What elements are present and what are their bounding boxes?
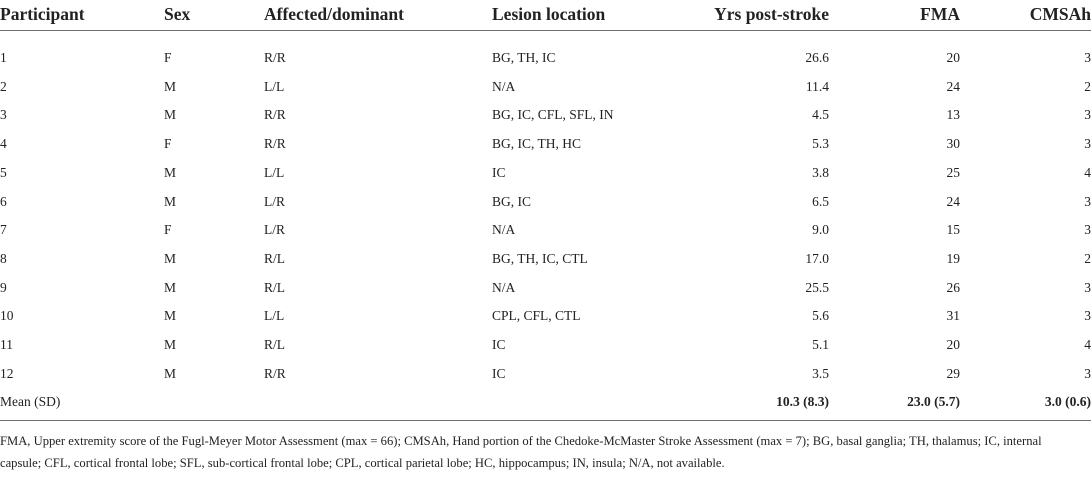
cell-cmsah: 3 bbox=[1084, 308, 1091, 324]
cell-fma: 31 bbox=[946, 308, 960, 324]
header-row bbox=[0, 0, 1091, 30]
cell-participant: 11 bbox=[0, 336, 13, 352]
cell-lesion-location: N/A bbox=[492, 222, 516, 238]
mean-cmsah: 3.0 (0.6) bbox=[1044, 394, 1091, 410]
header-fma: FMA bbox=[920, 4, 960, 24]
header-participant: Participant bbox=[0, 4, 85, 24]
table-footnote: FMA, Upper extremity score of the Fugl-Meyer Motor Assessment (max = 66); CMSAh, Hand portion of the Chedoke-McMaster Stroke Assessment (max = 7); BG, basal ganglia; TH, thalamus; IC, internal capsule; CFL, cortical frontal lobe; SFL, sub-cortical frontal lobe; CPL, cortical parietal lobe; HC, hippocampus; IN, insula; N/A, not available. bbox=[0, 434, 1042, 470]
header-lesion-location: Lesion location bbox=[492, 4, 606, 24]
cell-yrs-post-stroke: 5.1 bbox=[812, 336, 829, 352]
cell-yrs-post-stroke: 25.5 bbox=[805, 279, 829, 295]
cell-cmsah: 3 bbox=[1084, 222, 1091, 238]
cell-participant: 6 bbox=[0, 193, 7, 209]
cell-affected-dominant: R/L bbox=[264, 279, 286, 295]
mean-empty bbox=[164, 388, 264, 417]
cell-sex: M bbox=[164, 336, 177, 352]
table-row bbox=[0, 158, 1091, 187]
cell-fma: 30 bbox=[946, 136, 960, 152]
cell-participant: 7 bbox=[0, 222, 7, 238]
cell-sex: F bbox=[164, 222, 172, 238]
cell-cmsah: 2 bbox=[1084, 78, 1091, 94]
table-row bbox=[0, 216, 1091, 245]
mean-empty bbox=[492, 388, 692, 417]
cell-cmsah: 3 bbox=[1084, 279, 1091, 295]
header-yrs-post-stroke: Yrs post-stroke bbox=[714, 4, 829, 24]
cell-fma: 20 bbox=[946, 336, 960, 352]
spacer bbox=[0, 31, 1091, 44]
cell-participant: 1 bbox=[0, 50, 7, 66]
cell-affected-dominant: L/L bbox=[264, 308, 285, 324]
cell-lesion-location: BG, IC, CFL, SFL, IN bbox=[492, 107, 614, 123]
cell-fma: 25 bbox=[946, 164, 960, 180]
table-row bbox=[0, 44, 1091, 73]
cell-participant: 12 bbox=[0, 365, 14, 381]
cell-sex: M bbox=[164, 107, 177, 123]
cell-lesion-location: BG, IC bbox=[492, 193, 532, 209]
cell-cmsah: 2 bbox=[1084, 250, 1091, 266]
cell-lesion-location: IC bbox=[492, 365, 506, 381]
cell-fma: 19 bbox=[946, 250, 960, 266]
cell-yrs-post-stroke: 6.5 bbox=[812, 193, 829, 209]
cell-fma: 13 bbox=[946, 107, 960, 123]
cell-fma: 29 bbox=[946, 365, 960, 381]
cell-participant: 2 bbox=[0, 78, 7, 94]
header-sex: Sex bbox=[164, 4, 191, 24]
cell-yrs-post-stroke: 3.8 bbox=[812, 164, 829, 180]
cell-lesion-location: CPL, CFL, CTL bbox=[492, 308, 581, 324]
cell-lesion-location: N/A bbox=[492, 78, 516, 94]
table-row bbox=[0, 330, 1091, 359]
cell-yrs-post-stroke: 3.5 bbox=[812, 365, 829, 381]
cell-cmsah: 3 bbox=[1084, 136, 1091, 152]
cell-affected-dominant: R/R bbox=[264, 107, 286, 123]
cell-sex: M bbox=[164, 250, 177, 266]
cell-affected-dominant: R/R bbox=[264, 365, 286, 381]
cell-cmsah: 3 bbox=[1084, 193, 1091, 209]
cell-sex: F bbox=[164, 50, 172, 66]
cell-sex: M bbox=[164, 279, 177, 295]
cell-affected-dominant: L/R bbox=[264, 193, 286, 209]
cell-affected-dominant: R/L bbox=[264, 336, 286, 352]
cell-fma: 24 bbox=[946, 193, 960, 209]
table-row bbox=[0, 72, 1091, 101]
cell-participant: 4 bbox=[0, 136, 7, 152]
cell-sex: M bbox=[164, 78, 177, 94]
cell-affected-dominant: L/L bbox=[264, 78, 285, 94]
cell-sex: M bbox=[164, 193, 177, 209]
cell-cmsah: 4 bbox=[1084, 336, 1091, 352]
cell-yrs-post-stroke: 5.3 bbox=[812, 136, 829, 152]
cell-fma: 20 bbox=[946, 50, 960, 66]
cell-yrs-post-stroke: 26.6 bbox=[805, 50, 829, 66]
table-row bbox=[0, 273, 1091, 302]
mean-fma: 23.0 (5.7) bbox=[907, 394, 960, 410]
cell-fma: 15 bbox=[946, 222, 960, 238]
cell-cmsah: 3 bbox=[1084, 365, 1091, 381]
cell-yrs-post-stroke: 9.0 bbox=[812, 222, 829, 238]
cell-sex: M bbox=[164, 308, 177, 324]
cell-fma: 26 bbox=[946, 279, 960, 295]
cell-yrs-post-stroke: 17.0 bbox=[805, 250, 829, 266]
cell-lesion-location: N/A bbox=[492, 279, 516, 295]
cell-affected-dominant: L/R bbox=[264, 222, 286, 238]
cell-participant: 9 bbox=[0, 279, 7, 295]
cell-yrs-post-stroke: 5.6 bbox=[812, 308, 829, 324]
table-row bbox=[0, 244, 1091, 273]
cell-lesion-location: IC bbox=[492, 336, 506, 352]
cell-sex: M bbox=[164, 365, 177, 381]
cell-participant: 5 bbox=[0, 164, 7, 180]
table-row bbox=[0, 130, 1091, 159]
cell-lesion-location: IC bbox=[492, 164, 506, 180]
table-row bbox=[0, 302, 1091, 331]
mean-yrs-post-stroke: 10.3 (8.3) bbox=[776, 394, 829, 410]
cell-sex: M bbox=[164, 164, 177, 180]
cell-sex: F bbox=[164, 136, 172, 152]
cell-affected-dominant: R/R bbox=[264, 50, 286, 66]
cell-participant: 3 bbox=[0, 107, 7, 123]
table-row bbox=[0, 101, 1091, 130]
header-affected-dominant: Affected/dominant bbox=[264, 4, 404, 24]
mean-empty bbox=[264, 388, 492, 417]
cell-lesion-location: BG, IC, TH, HC bbox=[492, 136, 582, 152]
cell-cmsah: 4 bbox=[1084, 164, 1091, 180]
cell-fma: 24 bbox=[946, 78, 960, 94]
cell-yrs-post-stroke: 11.4 bbox=[805, 78, 829, 94]
cell-affected-dominant: R/L bbox=[264, 250, 286, 266]
table-row bbox=[0, 187, 1091, 216]
mean-label: Mean (SD) bbox=[0, 394, 61, 410]
header-cmsah: CMSAh bbox=[1029, 4, 1091, 24]
cell-participant: 10 bbox=[0, 308, 14, 324]
cell-lesion-location: BG, TH, IC bbox=[492, 50, 556, 66]
cell-participant: 8 bbox=[0, 250, 7, 266]
cell-lesion-location: BG, TH, IC, CTL bbox=[492, 250, 588, 266]
cell-cmsah: 3 bbox=[1084, 50, 1091, 66]
cell-cmsah: 3 bbox=[1084, 107, 1091, 123]
cell-affected-dominant: L/L bbox=[264, 164, 285, 180]
table-bottom-divider bbox=[0, 420, 1091, 421]
mean-row bbox=[0, 388, 1091, 417]
cell-yrs-post-stroke: 4.5 bbox=[812, 107, 829, 123]
cell-affected-dominant: R/R bbox=[264, 136, 286, 152]
table-row bbox=[0, 359, 1091, 388]
